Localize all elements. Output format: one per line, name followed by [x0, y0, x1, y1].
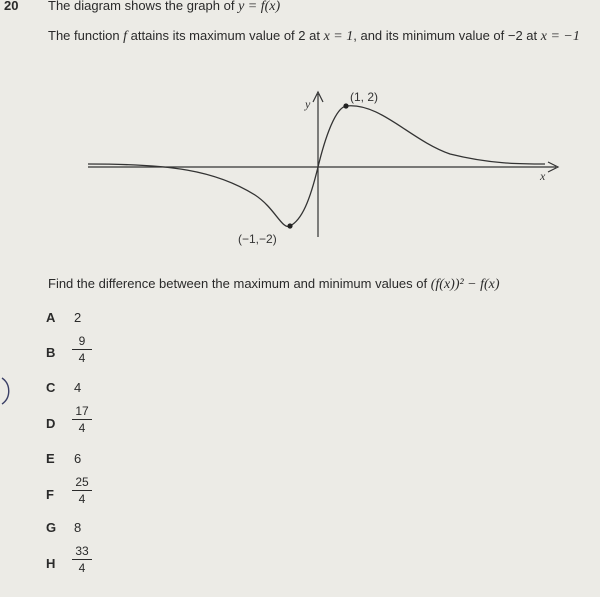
max-point-label: (1, 2): [350, 90, 379, 104]
option-e-value: 6: [74, 451, 82, 466]
max-point: [343, 103, 348, 108]
pencil-mark: [0, 376, 14, 406]
prompt-text: Find the difference between the maximum and minimum values of: [48, 276, 431, 291]
min-x-math: x = −1: [540, 29, 580, 44]
question-prompt: [48, 276, 500, 293]
question-line-1-text: The diagram shows the graph of: [48, 0, 239, 13]
fraction-bar: [72, 490, 92, 491]
question-line-2-part1: The function: [48, 28, 124, 43]
question-line-1-math: y = f(x): [238, 0, 281, 14]
option-d-denominator: 4: [78, 421, 86, 435]
option-f-denominator: 4: [78, 492, 86, 506]
option-e-letter: E: [46, 451, 55, 466]
option-b-denominator: 4: [78, 351, 86, 365]
question-number: 20: [4, 0, 19, 13]
option-b-fraction: [72, 334, 92, 365]
question-line-2-part3: , and its minimum value of −2 at: [353, 28, 541, 43]
function-symbol: f: [123, 29, 128, 44]
option-a-value: 2: [74, 310, 82, 325]
y-axis-label: y: [305, 97, 311, 111]
option-f-fraction: [72, 475, 92, 506]
option-f-numerator: 25: [75, 475, 89, 489]
question-line-2-part2: attains its maximum value of 2 at: [127, 28, 324, 43]
option-d-numerator: 17: [75, 404, 89, 418]
max-x-math: x = 1: [323, 29, 354, 44]
option-c-letter: C: [46, 380, 56, 395]
function-graph: [0, 0, 600, 270]
fraction-bar: [72, 419, 92, 420]
min-point: [287, 223, 292, 228]
option-c-value: 4: [74, 380, 82, 395]
option-h-letter: H: [46, 556, 56, 571]
option-d-letter: D: [46, 416, 56, 431]
option-h-fraction: [72, 544, 92, 575]
option-b-numerator: 9: [78, 334, 86, 348]
fraction-bar: [72, 559, 92, 560]
prompt-expression: (f(x))² − f(x): [430, 277, 500, 292]
x-axis-label: x: [540, 169, 546, 183]
option-d-fraction: [72, 404, 92, 435]
option-g-letter: G: [46, 520, 57, 535]
option-g-value: 8: [74, 520, 82, 535]
function-curve: [88, 106, 545, 227]
option-h-denominator: 4: [78, 561, 86, 575]
option-f-letter: F: [46, 487, 54, 502]
min-point-label: (−1,−2): [238, 232, 277, 246]
option-b-letter: B: [46, 345, 56, 360]
fraction-bar: [72, 349, 92, 350]
option-h-numerator: 33: [75, 544, 89, 558]
option-a-letter: A: [46, 310, 56, 325]
